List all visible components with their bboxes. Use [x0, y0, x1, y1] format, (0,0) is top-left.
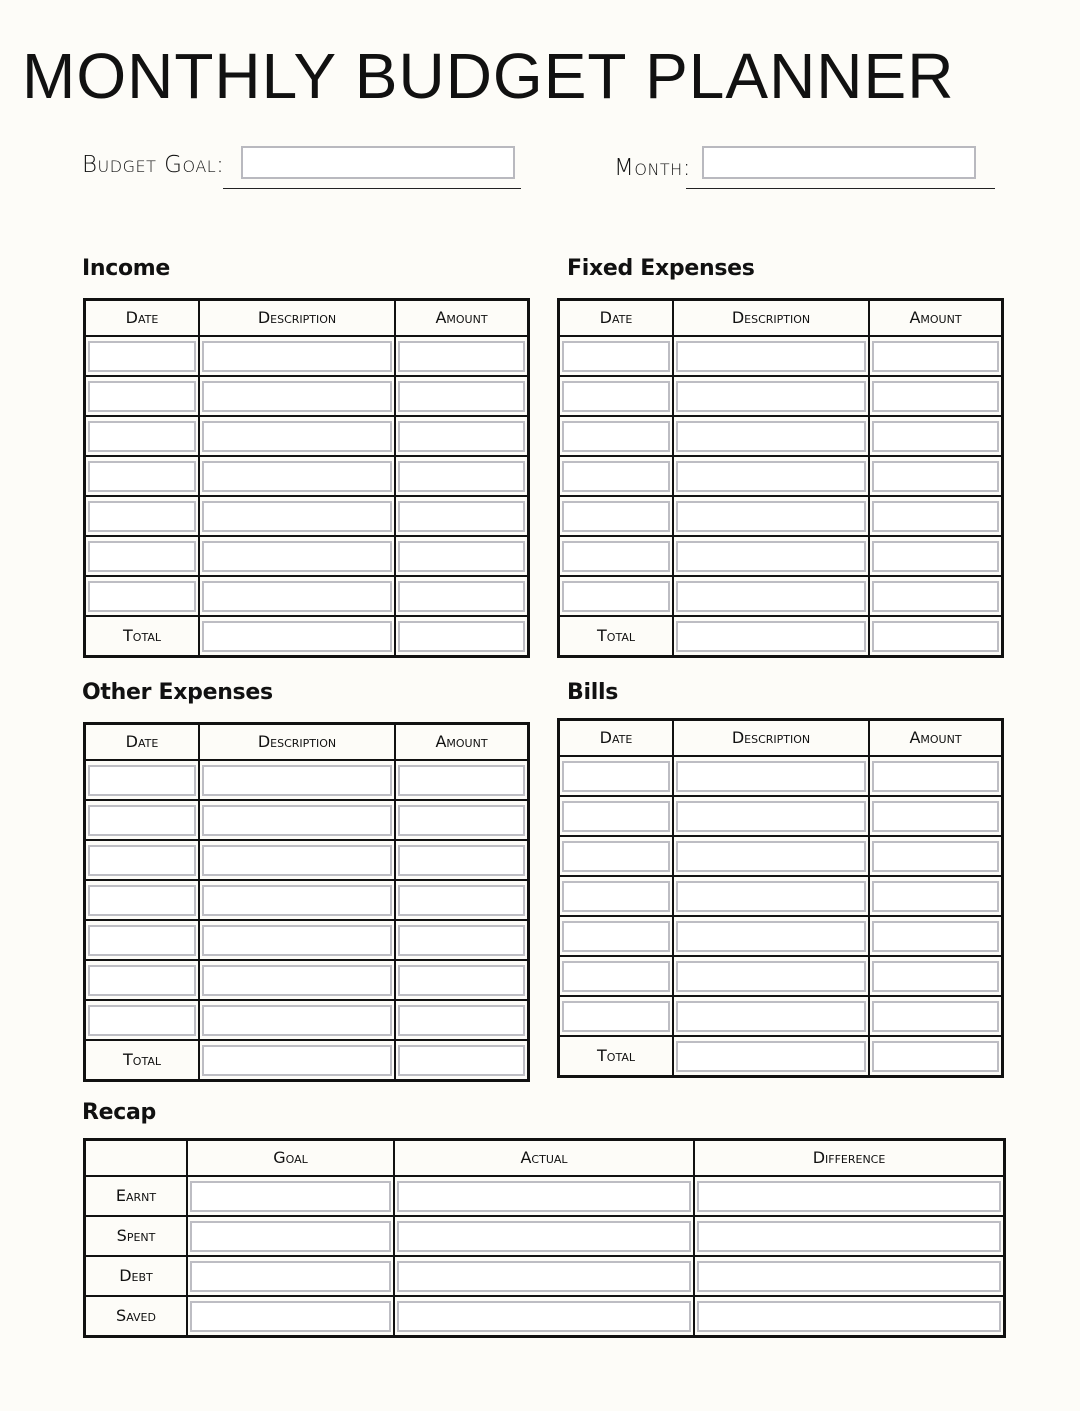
amount-input[interactable] — [872, 341, 999, 372]
cell — [673, 376, 869, 416]
description-input[interactable] — [676, 381, 866, 412]
amount-input[interactable] — [872, 761, 999, 792]
amount-input[interactable] — [398, 765, 525, 796]
cell — [673, 956, 869, 996]
cell — [395, 496, 529, 536]
cell — [85, 416, 200, 456]
date-input[interactable] — [88, 1005, 196, 1036]
date-input[interactable] — [88, 461, 196, 492]
table-row — [85, 1000, 529, 1040]
cell — [869, 576, 1003, 616]
table-row — [85, 576, 529, 616]
cell — [559, 836, 674, 876]
earnt-difference-input[interactable] — [697, 1181, 1001, 1212]
cell — [199, 1000, 395, 1040]
amount-input[interactable] — [872, 461, 999, 492]
total-label: Total — [85, 616, 200, 657]
amount-input[interactable] — [398, 885, 525, 916]
date-input[interactable] — [562, 801, 670, 832]
total-label: Total — [559, 616, 674, 657]
cell — [199, 920, 395, 960]
total-label: Total — [559, 1036, 674, 1077]
cell — [869, 616, 1003, 657]
total-description-input[interactable] — [676, 621, 866, 652]
amount-input[interactable] — [872, 841, 999, 872]
recap-table — [83, 1138, 1006, 1338]
amount-input[interactable] — [398, 461, 525, 492]
cell — [85, 336, 200, 376]
budget-goal-underline — [223, 188, 521, 189]
fixed-expenses-table — [557, 298, 1004, 658]
cell — [85, 800, 200, 840]
column-header-blank — [85, 1140, 188, 1177]
date-input[interactable] — [562, 581, 670, 612]
row-label: Spent — [85, 1216, 188, 1256]
total-label: Total — [85, 1040, 200, 1081]
cell — [694, 1216, 1005, 1256]
cell — [199, 416, 395, 456]
cell — [199, 1040, 395, 1081]
cell — [559, 536, 674, 576]
cell — [85, 376, 200, 416]
amount-input[interactable] — [398, 925, 525, 956]
date-input[interactable] — [562, 841, 670, 872]
date-input[interactable] — [88, 885, 196, 916]
date-input[interactable] — [562, 961, 670, 992]
date-input[interactable] — [562, 881, 670, 912]
column-header-amount: Amount — [395, 724, 529, 761]
header-row — [85, 300, 529, 337]
bills-table — [557, 718, 1004, 1078]
cell — [673, 796, 869, 836]
date-input[interactable] — [88, 421, 196, 452]
date-input[interactable] — [88, 805, 196, 836]
amount-input[interactable] — [398, 501, 525, 532]
cell — [869, 336, 1003, 376]
column-header-description: Description — [673, 720, 869, 757]
date-input[interactable] — [562, 761, 670, 792]
cell — [673, 756, 869, 796]
cell — [199, 536, 395, 576]
cell — [869, 536, 1003, 576]
date-input[interactable] — [562, 381, 670, 412]
cell — [869, 456, 1003, 496]
section-title-bills: Bills — [567, 680, 618, 705]
cell — [869, 836, 1003, 876]
table-row — [559, 576, 1003, 616]
total-row — [85, 1040, 529, 1081]
column-header-goal: Goal — [187, 1140, 394, 1177]
section-title-recap: Recap — [82, 1100, 156, 1125]
debt-goal-input[interactable] — [190, 1261, 391, 1292]
cell — [85, 840, 200, 880]
amount-input[interactable] — [398, 845, 525, 876]
amount-input[interactable] — [872, 921, 999, 952]
amount-input[interactable] — [872, 881, 999, 912]
cell — [559, 336, 674, 376]
recap-row-debt — [85, 1256, 1005, 1296]
cell — [673, 836, 869, 876]
cell — [395, 536, 529, 576]
description-input[interactable] — [676, 841, 866, 872]
cell — [673, 876, 869, 916]
row-label: Earnt — [85, 1176, 188, 1216]
description-input[interactable] — [202, 805, 392, 836]
cell — [395, 616, 529, 657]
date-input[interactable] — [88, 925, 196, 956]
cell — [559, 456, 674, 496]
amount-input[interactable] — [872, 581, 999, 612]
row-label: Saved — [85, 1296, 188, 1337]
column-header-difference: Difference — [694, 1140, 1005, 1177]
cell — [199, 576, 395, 616]
total-amount-input[interactable] — [872, 1041, 999, 1072]
table-row — [559, 376, 1003, 416]
cell — [187, 1296, 394, 1337]
cell — [85, 960, 200, 1000]
table-row — [85, 840, 529, 880]
cell — [673, 416, 869, 456]
description-input[interactable] — [676, 801, 866, 832]
cell — [395, 960, 529, 1000]
table-row — [85, 920, 529, 960]
cell — [673, 496, 869, 536]
description-input[interactable] — [202, 1005, 392, 1036]
cell — [559, 796, 674, 836]
cell — [187, 1216, 394, 1256]
column-header-date: Date — [559, 720, 674, 757]
table-row — [559, 336, 1003, 376]
description-input[interactable] — [202, 341, 392, 372]
description-input[interactable] — [676, 961, 866, 992]
cell — [869, 956, 1003, 996]
cell — [673, 1036, 869, 1077]
cell — [85, 880, 200, 920]
table-row — [85, 416, 529, 456]
total-row — [559, 1036, 1003, 1077]
date-input[interactable] — [562, 921, 670, 952]
cell — [869, 916, 1003, 956]
header-row — [559, 720, 1003, 757]
description-input[interactable] — [676, 341, 866, 372]
cell — [869, 756, 1003, 796]
description-input[interactable] — [202, 421, 392, 452]
cell — [199, 880, 395, 920]
table-row — [85, 336, 529, 376]
cell — [694, 1296, 1005, 1337]
cell — [673, 576, 869, 616]
total-description-input[interactable] — [202, 1045, 392, 1076]
column-header-actual: Actual — [394, 1140, 694, 1177]
total-description-input[interactable] — [202, 621, 392, 652]
amount-input[interactable] — [398, 341, 525, 372]
amount-input[interactable] — [398, 421, 525, 452]
header-row — [85, 1140, 1005, 1177]
section-title-fixed-expenses: Fixed Expenses — [567, 256, 755, 281]
recap-row-saved — [85, 1296, 1005, 1337]
column-header-description: Description — [199, 724, 395, 761]
table-row — [559, 996, 1003, 1036]
amount-input[interactable] — [398, 965, 525, 996]
date-input[interactable] — [88, 501, 196, 532]
amount-input[interactable] — [398, 581, 525, 612]
table-row — [85, 800, 529, 840]
debt-actual-input[interactable] — [397, 1261, 691, 1292]
table-row — [85, 880, 529, 920]
table-row — [85, 496, 529, 536]
table-row — [85, 376, 529, 416]
cell — [395, 1000, 529, 1040]
column-header-description: Description — [199, 300, 395, 337]
cell — [869, 796, 1003, 836]
spent-actual-input[interactable] — [397, 1221, 691, 1252]
total-amount-input[interactable] — [398, 1045, 525, 1076]
cell — [85, 536, 200, 576]
cell — [559, 576, 674, 616]
column-header-amount: Amount — [869, 720, 1003, 757]
cell — [395, 576, 529, 616]
cell — [395, 1040, 529, 1081]
income-table — [83, 298, 530, 658]
description-input[interactable] — [676, 921, 866, 952]
description-input[interactable] — [202, 765, 392, 796]
cell — [869, 876, 1003, 916]
amount-input[interactable] — [872, 1001, 999, 1032]
cell — [85, 456, 200, 496]
description-input[interactable] — [202, 965, 392, 996]
total-amount-input[interactable] — [872, 621, 999, 652]
amount-input[interactable] — [872, 421, 999, 452]
cell — [85, 576, 200, 616]
description-input[interactable] — [202, 461, 392, 492]
description-input[interactable] — [676, 581, 866, 612]
total-amount-input[interactable] — [398, 621, 525, 652]
date-input[interactable] — [562, 461, 670, 492]
table-row — [559, 876, 1003, 916]
date-input[interactable] — [562, 1001, 670, 1032]
amount-input[interactable] — [398, 1005, 525, 1036]
cell — [559, 496, 674, 536]
header-row — [85, 724, 529, 761]
cell — [673, 536, 869, 576]
cell — [199, 616, 395, 657]
cell — [85, 760, 200, 800]
date-input[interactable] — [88, 581, 196, 612]
description-input[interactable] — [676, 1001, 866, 1032]
column-header-date: Date — [85, 724, 200, 761]
cell — [199, 840, 395, 880]
budget-goal-input[interactable] — [241, 146, 515, 179]
cell — [395, 336, 529, 376]
cell — [673, 336, 869, 376]
cell — [187, 1176, 394, 1216]
total-row — [85, 616, 529, 657]
spent-difference-input[interactable] — [697, 1221, 1001, 1252]
cell — [395, 416, 529, 456]
cell — [187, 1256, 394, 1296]
table-row — [559, 456, 1003, 496]
cell — [395, 456, 529, 496]
cell — [199, 760, 395, 800]
description-input[interactable] — [202, 381, 392, 412]
cell — [199, 376, 395, 416]
date-input[interactable] — [562, 541, 670, 572]
cell — [869, 1036, 1003, 1077]
column-header-amount: Amount — [869, 300, 1003, 337]
amount-input[interactable] — [872, 501, 999, 532]
date-input[interactable] — [562, 501, 670, 532]
cell — [85, 496, 200, 536]
month-input[interactable] — [702, 146, 976, 179]
saved-actual-input[interactable] — [397, 1301, 691, 1332]
date-input[interactable] — [88, 381, 196, 412]
table-row — [85, 760, 529, 800]
column-header-date: Date — [85, 300, 200, 337]
cell — [694, 1176, 1005, 1216]
table-row — [559, 956, 1003, 996]
recap-row-earnt — [85, 1176, 1005, 1216]
table-row — [85, 960, 529, 1000]
cell — [395, 760, 529, 800]
recap-row-spent — [85, 1216, 1005, 1256]
cell — [559, 376, 674, 416]
table-row — [559, 416, 1003, 456]
month-label: Month: — [614, 155, 691, 181]
cell — [559, 996, 674, 1036]
description-input[interactable] — [202, 501, 392, 532]
description-input[interactable] — [202, 845, 392, 876]
total-description-input[interactable] — [676, 1041, 866, 1072]
cell — [559, 416, 674, 456]
date-input[interactable] — [562, 421, 670, 452]
cell — [673, 456, 869, 496]
cell — [673, 996, 869, 1036]
column-header-amount: Amount — [395, 300, 529, 337]
cell — [395, 376, 529, 416]
description-input[interactable] — [202, 581, 392, 612]
amount-input[interactable] — [872, 801, 999, 832]
date-input[interactable] — [88, 965, 196, 996]
other-expenses-table — [83, 722, 530, 1082]
earnt-actual-input[interactable] — [397, 1181, 691, 1212]
cell — [869, 376, 1003, 416]
cell — [694, 1256, 1005, 1296]
amount-input[interactable] — [872, 381, 999, 412]
table-row — [85, 456, 529, 496]
cell — [199, 800, 395, 840]
saved-goal-input[interactable] — [190, 1301, 391, 1332]
table-row — [559, 916, 1003, 956]
date-input[interactable] — [88, 845, 196, 876]
section-title-income: Income — [82, 256, 171, 281]
cell — [199, 456, 395, 496]
cell — [199, 960, 395, 1000]
table-row — [559, 836, 1003, 876]
description-input[interactable] — [202, 925, 392, 956]
description-input[interactable] — [676, 541, 866, 572]
cell — [199, 496, 395, 536]
date-input[interactable] — [88, 765, 196, 796]
cell — [673, 916, 869, 956]
description-input[interactable] — [676, 501, 866, 532]
earnt-goal-input[interactable] — [190, 1181, 391, 1212]
description-input[interactable] — [676, 881, 866, 912]
table-row — [85, 536, 529, 576]
description-input[interactable] — [202, 541, 392, 572]
cell — [394, 1256, 694, 1296]
cell — [85, 920, 200, 960]
cell — [673, 616, 869, 657]
column-header-description: Description — [673, 300, 869, 337]
cell — [394, 1216, 694, 1256]
table-row — [559, 796, 1003, 836]
spent-goal-input[interactable] — [190, 1221, 391, 1252]
cell — [395, 880, 529, 920]
amount-input[interactable] — [872, 961, 999, 992]
cell — [869, 496, 1003, 536]
amount-input[interactable] — [398, 381, 525, 412]
column-header-date: Date — [559, 300, 674, 337]
debt-difference-input[interactable] — [697, 1261, 1001, 1292]
amount-input[interactable] — [872, 541, 999, 572]
page-title: MONTHLY BUDGET PLANNER — [22, 40, 955, 112]
total-row — [559, 616, 1003, 657]
saved-difference-input[interactable] — [697, 1301, 1001, 1332]
month-underline — [686, 188, 995, 189]
section-title-other-expenses: Other Expenses — [82, 680, 273, 705]
cell — [395, 920, 529, 960]
table-row — [559, 496, 1003, 536]
description-input[interactable] — [676, 761, 866, 792]
table-row — [559, 536, 1003, 576]
cell — [199, 336, 395, 376]
cell — [869, 416, 1003, 456]
description-input[interactable] — [202, 885, 392, 916]
amount-input[interactable] — [398, 805, 525, 836]
cell — [559, 916, 674, 956]
description-input[interactable] — [676, 461, 866, 492]
row-label: Debt — [85, 1256, 188, 1296]
description-input[interactable] — [676, 421, 866, 452]
table-row — [559, 756, 1003, 796]
cell — [395, 800, 529, 840]
budget-goal-label: Budget Goal: — [82, 152, 225, 178]
cell — [559, 956, 674, 996]
date-input[interactable] — [562, 341, 670, 372]
cell — [559, 756, 674, 796]
amount-input[interactable] — [398, 541, 525, 572]
cell — [394, 1176, 694, 1216]
date-input[interactable] — [88, 541, 196, 572]
date-input[interactable] — [88, 341, 196, 372]
header-row — [559, 300, 1003, 337]
cell — [85, 1000, 200, 1040]
cell — [559, 876, 674, 916]
cell — [394, 1296, 694, 1337]
cell — [869, 996, 1003, 1036]
cell — [395, 840, 529, 880]
